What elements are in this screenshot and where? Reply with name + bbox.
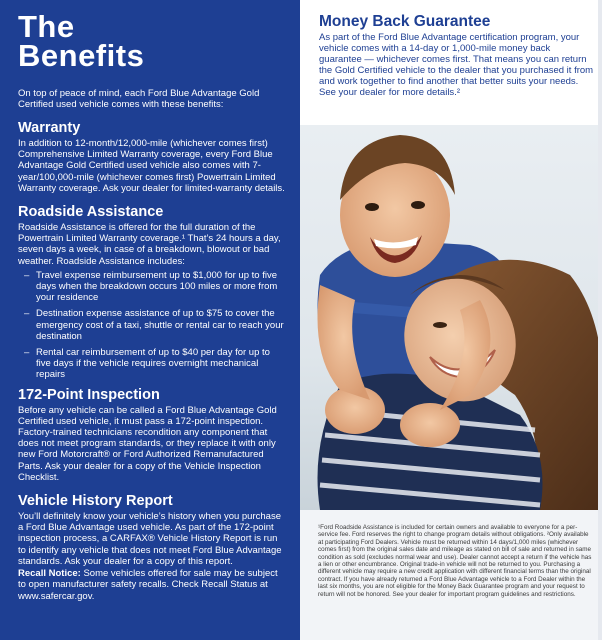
recall-label: Recall Notice:	[18, 568, 81, 580]
benefits-panel	[0, 0, 300, 640]
recall-text: Some vehicles offered for sale may be subject to open manufacturer safety recalls. Check Recall Status at www.safercar.gov.	[18, 568, 278, 602]
money-back-body: As part of the Ford Blue Advantage certification program, your vehicle comes with a 14-day or 1,000-mile money back guarantee — whichever comes first. That means you can return the Gold Certified vehicle to the dealer that you purchased it from and work together to find another that better suits your needs. See your dealer for more details.²	[319, 32, 594, 98]
list-item: – Rental car reimbursement of up to $40 per day for up to five days if the vehicle requires overnight mechanical repairs	[24, 347, 270, 381]
intro-text: On top of peace of mind, each Ford Blue Advantage Gold Certified used vehicle comes with these benefits:	[18, 88, 260, 110]
fine-print-section	[300, 510, 602, 640]
history-heading: Vehicle History Report	[18, 493, 173, 510]
warranty-body: In addition to 12-month/12,000-mile (whichever comes first) Comprehensive Limited Warranty coverage, every Ford Blue Advantage Gold Certified used vehicle also comes with 7-year/100,000-mile (whichever comes first) Powertrain Limited Warranty coverage. Ask your dealer for limited-warranty details.	[18, 138, 285, 194]
fine-print: ¹Ford Roadside Assistance is included for certain owners and available to everyone for a per-service fee. Ford reserves the right to change program details without obligations. ²Only available at participating Ford Dealers. Vehicle must be returned within 14 days/1,000 miles (whichever comes first) from the original sales date and mileage as stated on bill of sale and returned in same condition as sold (excludes normal wear and use). Dealer cannot accept a return if the vehicle has a lien or other encumbrance. Original trade-in vehicle will not be returned to you. Purchasing a different vehicle may require a new credit application with different financial terms than the original contract. If you have already returned a Ford Blue Advantage vehicle to a Ford Dealer within the last six months, you are not eligible for the Money Back Guarantee program and your request to return will not be honored. See your dealer for important program guidelines and restrictions.	[318, 524, 592, 598]
inspection-body: Before any vehicle can be called a Ford Blue Advantage Gold Certified used vehicle, it must pass a 172-point inspection. Factory-trained technicians recondition any component that does not meet program standards, or they replace it with only new Ford Motorcraft® or Ford Authorized Remanufactured Parts. Ask your dealer for a copy of the Vehicle Inspection Checklist.	[18, 404, 277, 483]
page-title-line1: The	[18, 9, 75, 44]
page-title-line2: Benefits	[18, 38, 145, 73]
list-item: – Destination expense assistance of up to $75 to cover the emergency cost of a taxi, shuttle or rental car to reach your destination	[24, 308, 284, 342]
right-column	[300, 0, 602, 640]
recall-notice	[18, 568, 286, 602]
list-item: – Travel expense reimbursement up to $1,000 for up to five days when the breakdown occurs 100 miles or more from your residence	[24, 269, 278, 304]
money-back-section	[300, 0, 602, 125]
roadside-body: Roadside Assistance is offered for the full duration of the Powertrain Limited Warranty coverage.¹ That’s 24 hours a day, seven days a week, in case of a breakdown, blowout or bad weather. Roadside Assistance includes:	[18, 222, 281, 267]
roadside-heading: Roadside Assistance	[18, 204, 164, 221]
page-edge	[598, 0, 602, 640]
history-body: You’ll definitely know your vehicle’s history when you purchase a Ford Blue Advantage used vehicle. As part of the 172-point inspection process, a CARFAX® Vehicle History Report is run to identify any vehicle that does not meet Ford Blue Advantage standards. Ask your dealer for a copy of this report.	[18, 511, 282, 567]
roadside-bullet-list	[18, 270, 286, 381]
inspection-heading: 172-Point Inspection	[18, 386, 160, 403]
warranty-heading: Warranty	[18, 120, 81, 136]
page-title	[18, 9, 286, 73]
family-photo	[300, 125, 602, 510]
family-photo-illustration	[300, 125, 602, 510]
money-back-heading: Money Back Guarantee	[319, 13, 491, 30]
